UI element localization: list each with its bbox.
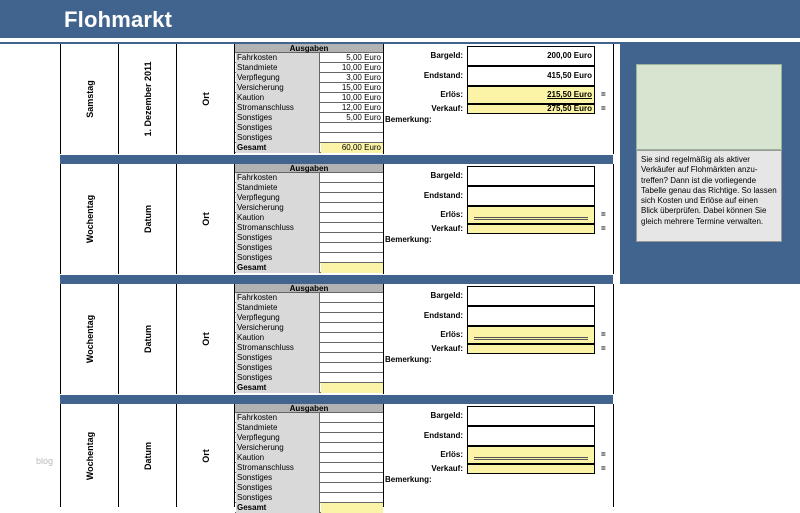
expense-label: Sonstiges <box>236 363 320 373</box>
expense-row <box>235 413 383 423</box>
expense-value[interactable]: 10,00 Euro <box>341 93 381 102</box>
date-cell-text: Datum <box>142 441 153 470</box>
date-cell[interactable] <box>119 164 177 274</box>
expense-label: Sonstiges <box>236 113 320 123</box>
revenue-label: Erlös: <box>440 210 463 219</box>
block-separator <box>60 395 613 404</box>
total-value <box>321 383 383 393</box>
weekday-cell[interactable] <box>61 44 119 154</box>
location-cell[interactable] <box>177 44 235 154</box>
expense-row <box>235 93 383 103</box>
cash-label: Bargeld: <box>430 291 463 300</box>
remark-label: Bemerkung: <box>385 115 432 124</box>
expense-row <box>235 133 383 143</box>
expense-label: Versicherung <box>236 323 320 333</box>
weekday-cell[interactable] <box>61 164 119 274</box>
location-cell[interactable] <box>177 404 235 507</box>
expense-value[interactable] <box>321 483 383 493</box>
weekday-cell-text: Wochentag <box>84 431 95 480</box>
weekday-cell[interactable] <box>61 404 119 507</box>
expense-row <box>235 303 383 313</box>
expense-label: Fahrkosten <box>236 173 320 183</box>
final-balance-field[interactable] <box>467 426 595 446</box>
expense-row <box>235 433 383 443</box>
expense-label: Sonstiges <box>236 373 320 383</box>
expense-label: Sonstiges <box>236 123 320 133</box>
remark-label: Bemerkung: <box>385 355 432 364</box>
image-placeholder <box>636 64 782 150</box>
expenses-header <box>235 44 383 53</box>
total-value <box>321 503 383 513</box>
expense-row <box>235 333 383 343</box>
expense-label: Standmiete <box>236 423 320 433</box>
expense-value[interactable] <box>321 313 383 323</box>
cash-label: Bargeld: <box>430 51 463 60</box>
weekday-cell-text: Wochentag <box>84 194 95 244</box>
expense-value[interactable]: 5,00 Euro <box>346 53 381 62</box>
expense-label: Standmiete <box>236 63 320 73</box>
sales-label: Verkauf: <box>431 104 463 113</box>
expense-value[interactable] <box>321 183 383 193</box>
final-balance-label: Endstand: <box>423 311 463 320</box>
location-cell-text: Ort <box>200 92 211 106</box>
date-cell-text: Datum <box>142 204 153 234</box>
remark-field[interactable] <box>385 366 613 392</box>
expense-value[interactable] <box>321 293 383 303</box>
expense-value[interactable] <box>321 223 383 233</box>
revenue-label: Erlös: <box>440 330 463 339</box>
cash-field[interactable] <box>467 406 595 426</box>
equals-sign: = <box>601 450 606 459</box>
revenue-field[interactable] <box>467 446 595 464</box>
expense-row <box>235 363 383 373</box>
sales-value: 275,50 Euro <box>547 104 592 113</box>
equals-sign: = <box>601 210 606 219</box>
sales-field[interactable] <box>467 104 595 114</box>
expense-label: Verpflegung <box>236 73 320 83</box>
expense-label: Kaution <box>236 453 320 463</box>
expense-row <box>235 323 383 333</box>
summary-section <box>383 404 614 507</box>
watermark: blog <box>36 456 54 466</box>
expense-value[interactable] <box>321 303 383 313</box>
expense-value[interactable] <box>321 333 383 343</box>
location-cell[interactable] <box>177 164 235 274</box>
expenses-header-label: Ausgaben <box>289 44 329 53</box>
expense-label: Versicherung <box>236 443 320 453</box>
weekday-cell-text: Wochentag <box>84 314 95 364</box>
expenses-table <box>235 164 383 274</box>
date-cell-text: 1. Dezember 2011 <box>142 61 153 137</box>
expense-value[interactable] <box>321 323 383 333</box>
sales-field[interactable] <box>467 344 595 354</box>
expense-row <box>235 73 383 83</box>
expense-value[interactable] <box>321 343 383 353</box>
expense-value[interactable]: 3,00 Euro <box>346 73 381 82</box>
expense-value[interactable] <box>321 363 383 373</box>
expenses-header <box>235 164 383 173</box>
date-cell[interactable] <box>119 404 177 507</box>
location-cell-text: Ort <box>200 448 211 463</box>
expense-value[interactable] <box>321 423 383 433</box>
expense-label: Versicherung <box>236 203 320 213</box>
expense-label: Fahrkosten <box>236 53 320 63</box>
expense-row <box>235 83 383 93</box>
expense-value[interactable] <box>321 433 383 443</box>
expense-label: Stromanschluss <box>236 343 320 353</box>
expense-row <box>235 423 383 433</box>
revenue-label: Erlös: <box>440 450 463 459</box>
expense-row <box>235 373 383 383</box>
remark-field[interactable] <box>385 486 613 505</box>
total-value: 60,00 Euro <box>321 143 383 153</box>
total-value <box>321 263 383 273</box>
expense-row <box>235 233 383 243</box>
expense-label: Kaution <box>236 93 320 103</box>
final-balance-label: Endstand: <box>423 71 463 80</box>
expense-label: Sonstiges <box>236 253 320 263</box>
sales-field[interactable] <box>467 224 595 234</box>
cash-label: Bargeld: <box>430 171 463 180</box>
final-balance-label: Endstand: <box>423 191 463 200</box>
expense-label: Sonstiges <box>236 133 320 143</box>
sales-label: Verkauf: <box>431 224 463 233</box>
weekday-cell-text: Samstag <box>84 80 95 118</box>
expense-label: Sonstiges <box>236 493 320 503</box>
expense-label: Sonstiges <box>236 233 320 243</box>
expense-label: Standmiete <box>236 183 320 193</box>
cash-field[interactable] <box>467 166 595 186</box>
expense-value[interactable] <box>321 463 383 473</box>
revenue-label: Erlös: <box>440 90 463 99</box>
expense-label: Sonstiges <box>236 473 320 483</box>
equals-sign: = <box>601 464 606 473</box>
expense-value[interactable]: 10,00 Euro <box>341 63 381 72</box>
remark-field[interactable] <box>385 126 613 152</box>
double-underline <box>474 337 588 340</box>
total-label: Gesamt <box>236 503 320 513</box>
weekday-cell[interactable] <box>61 284 119 394</box>
final-balance-field[interactable] <box>467 66 595 86</box>
expenses-header <box>235 404 383 413</box>
expense-row <box>235 313 383 323</box>
expense-label: Standmiete <box>236 303 320 313</box>
total-label: Gesamt <box>236 263 320 273</box>
summary-section <box>383 284 614 394</box>
expense-value[interactable] <box>321 473 383 483</box>
expense-value[interactable] <box>321 193 383 203</box>
expense-value[interactable] <box>321 203 383 213</box>
expenses-table <box>235 404 383 512</box>
expense-value[interactable] <box>321 353 383 363</box>
revenue-field[interactable] <box>467 326 595 344</box>
market-block <box>60 164 613 274</box>
expense-label: Sonstiges <box>236 243 320 253</box>
expense-row <box>235 183 383 193</box>
expense-row <box>235 123 383 133</box>
expense-value[interactable]: 12,00 Euro <box>341 103 381 112</box>
market-block <box>60 404 613 512</box>
sales-label: Verkauf: <box>431 344 463 353</box>
remark-label: Bemerkung: <box>385 235 432 244</box>
sales-field[interactable] <box>467 464 595 474</box>
market-block <box>60 284 613 394</box>
expense-row <box>235 453 383 463</box>
equals-sign: = <box>601 330 606 339</box>
title-bar <box>0 0 800 38</box>
cash-field[interactable] <box>467 286 595 306</box>
info-note: Sie sind regelmäßig als aktiver Verkäufer auf Flohmärkten anzu- treffen? Dann ist die vorliegende Tabelle genau das Richtige. So lassen sich Kosten und Erlöse auf einen Blick überprüfen. Dabei können Sie gleich mehrere Termine verwalten. <box>636 150 782 242</box>
expense-row <box>235 483 383 493</box>
expense-row <box>235 443 383 453</box>
expense-value[interactable] <box>321 493 383 503</box>
expense-row <box>235 493 383 503</box>
expense-label: Stromanschluss <box>236 223 320 233</box>
expense-label: Sonstiges <box>236 353 320 363</box>
expense-row <box>235 203 383 213</box>
remark-field[interactable] <box>385 246 613 272</box>
expense-value[interactable] <box>321 413 383 423</box>
expense-row <box>235 213 383 223</box>
block-separator <box>60 275 613 284</box>
remark-label: Bemerkung: <box>385 475 432 484</box>
cash-value: 200,00 Euro <box>547 51 592 60</box>
expense-total-row <box>235 143 383 153</box>
expense-value[interactable] <box>321 213 383 223</box>
final-balance-field[interactable] <box>467 306 595 326</box>
expense-row <box>235 253 383 263</box>
block-separator <box>60 155 613 164</box>
expense-value[interactable] <box>321 243 383 253</box>
revenue-value: 215,50 Euro <box>547 90 592 99</box>
expense-label: Kaution <box>236 213 320 223</box>
expense-row <box>235 293 383 303</box>
cash-label: Bargeld: <box>430 411 463 420</box>
expense-row <box>235 193 383 203</box>
double-underline <box>474 457 588 460</box>
expense-label: Sonstiges <box>236 483 320 493</box>
expense-label: Fahrkosten <box>236 413 320 423</box>
page-title: Flohmarkt <box>64 7 173 32</box>
total-label: Gesamt <box>236 383 320 393</box>
date-cell[interactable] <box>119 44 177 154</box>
expense-row <box>235 173 383 183</box>
expense-row <box>235 53 383 63</box>
summary-section <box>383 44 614 154</box>
expense-total-row <box>235 503 383 513</box>
expense-row <box>235 63 383 73</box>
date-cell-text: Datum <box>142 324 153 354</box>
summary-section <box>383 164 614 274</box>
expense-value[interactable]: 15,00 Euro <box>341 83 381 92</box>
expenses-table <box>235 44 383 154</box>
expense-label: Stromanschluss <box>236 103 320 113</box>
market-block <box>60 44 613 154</box>
equals-sign: = <box>601 104 606 113</box>
expense-row <box>235 343 383 353</box>
expense-value[interactable] <box>321 443 383 453</box>
location-cell[interactable] <box>177 284 235 394</box>
expense-row <box>235 223 383 233</box>
expense-value[interactable] <box>321 233 383 243</box>
expense-label: Stromanschluss <box>236 463 320 473</box>
equals-sign: = <box>601 90 606 99</box>
final-balance-field[interactable] <box>467 186 595 206</box>
expense-label: Verpflegung <box>236 313 320 323</box>
expenses-header <box>235 284 383 293</box>
expense-value[interactable] <box>321 253 383 263</box>
equals-sign: = <box>601 344 606 353</box>
revenue-field[interactable] <box>467 206 595 224</box>
expenses-header-label: Ausgaben <box>289 284 329 293</box>
expense-label: Verpflegung <box>236 433 320 443</box>
expense-total-row <box>235 383 383 393</box>
expense-row <box>235 463 383 473</box>
expenses-table <box>235 284 383 394</box>
expense-value[interactable] <box>321 373 383 383</box>
expense-value[interactable] <box>321 123 383 133</box>
expense-row <box>235 113 383 123</box>
expense-label: Verpflegung <box>236 193 320 203</box>
equals-sign: = <box>601 224 606 233</box>
expense-total-row <box>235 263 383 273</box>
expense-value[interactable] <box>321 453 383 463</box>
expense-label: Fahrkosten <box>236 293 320 303</box>
total-label: Gesamt <box>236 143 320 153</box>
location-cell-text: Ort <box>200 212 211 226</box>
expenses-header-label: Ausgaben <box>289 164 329 173</box>
double-underline <box>474 217 588 220</box>
expense-row <box>235 103 383 113</box>
location-cell-text: Ort <box>200 332 211 346</box>
expense-row <box>235 243 383 253</box>
date-cell[interactable] <box>119 284 177 394</box>
cash-field[interactable] <box>467 46 595 66</box>
expense-row <box>235 473 383 483</box>
revenue-field[interactable] <box>467 86 595 104</box>
expenses-header-label: Ausgaben <box>289 404 329 413</box>
expense-value[interactable] <box>321 133 383 143</box>
expense-label: Kaution <box>236 333 320 343</box>
sales-label: Verkauf: <box>431 464 463 473</box>
final-balance-label: Endstand: <box>423 431 463 440</box>
expense-row <box>235 353 383 363</box>
final-balance-value: 415,50 Euro <box>547 71 592 80</box>
expense-value[interactable] <box>321 173 383 183</box>
expense-label: Versicherung <box>236 83 320 93</box>
expense-value[interactable]: 5,00 Euro <box>346 113 381 122</box>
